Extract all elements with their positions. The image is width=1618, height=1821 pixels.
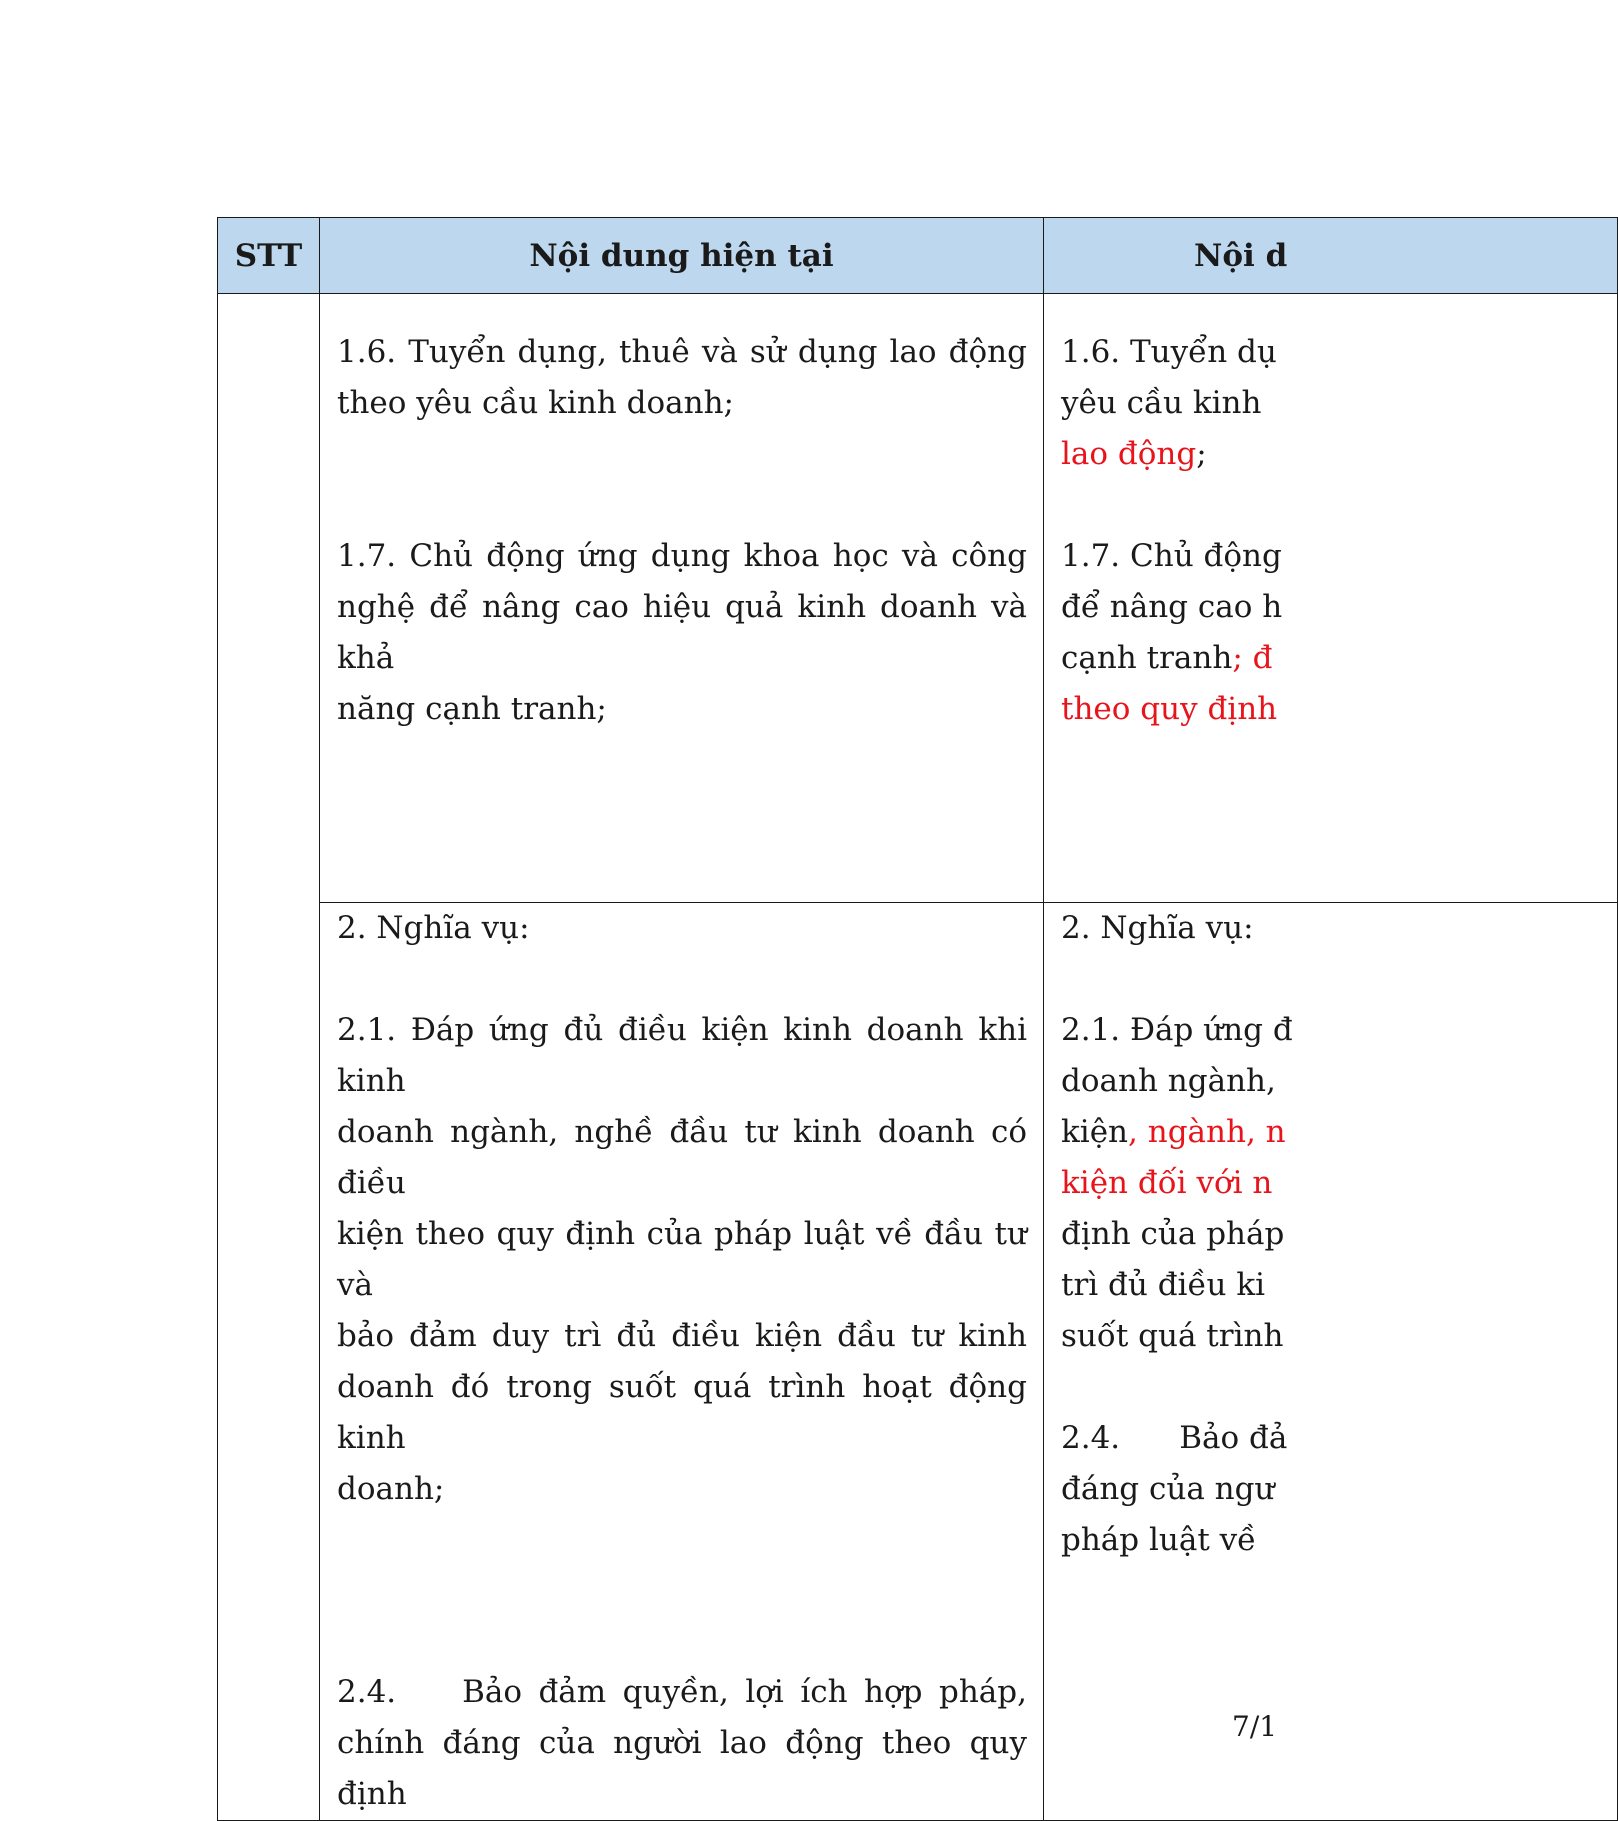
text-line: suốt quá trình xyxy=(1061,1318,1284,1354)
text-line: 2. Nghĩa vụ: xyxy=(1061,910,1254,946)
text-line: 2. Nghĩa vụ: xyxy=(337,910,530,946)
new-cell-row2 xyxy=(1044,903,1618,1821)
text-line: theo yêu cầu kinh doanh; xyxy=(337,385,734,421)
text-fragment: ; xyxy=(1196,436,1207,472)
text-line: doanh đó trong suốt quá trình hoạt động kinh xyxy=(337,1369,1027,1456)
new-heading-obligations xyxy=(1061,903,1617,954)
new-para-2-4 xyxy=(1061,1413,1617,1566)
text-line: 2.4. Bảo đả xyxy=(1061,1420,1288,1456)
current-cell-row1 xyxy=(320,294,1044,903)
text-line: kiện theo quy định của pháp luật về đầu tư và xyxy=(337,1216,1027,1303)
text-line: 1.7. Chủ động xyxy=(1061,538,1282,574)
table-header-row xyxy=(218,218,1618,294)
text-line: bảo đảm duy trì đủ điều kiện đầu tư kinh xyxy=(337,1318,1027,1354)
amended-text: , ngành, n xyxy=(1128,1114,1286,1150)
text-line: định của pháp xyxy=(1061,1216,1285,1252)
text-line: 2.4. Bảo đảm quyền, lợi ích hợp pháp, xyxy=(337,1674,1027,1710)
new-para-1-7 xyxy=(1061,531,1617,735)
text-line: 1.6. Tuyển dụ xyxy=(1061,334,1277,370)
new-cell-row1 xyxy=(1044,294,1618,903)
text-line: pháp luật về xyxy=(1061,1522,1257,1558)
header-new-content-label: Nội d xyxy=(1194,237,1288,274)
text-line xyxy=(1061,1107,1617,1158)
text-fragment: kiện xyxy=(1061,1114,1129,1150)
current-para-1-7 xyxy=(337,531,1027,735)
text-line: đáng của ngư xyxy=(1061,1471,1275,1507)
text-line xyxy=(1061,633,1617,684)
current-para-2-1 xyxy=(337,1005,1027,1515)
text-line: 2.1. Đáp ứng đủ điều kiện kinh doanh khi kinh xyxy=(337,1012,1027,1099)
current-para-2-4 xyxy=(337,1667,1027,1820)
text-line: nghệ để nâng cao hiệu quả kinh doanh và khả xyxy=(337,589,1027,676)
header-new-content xyxy=(1044,218,1618,294)
text-line xyxy=(1061,429,1617,480)
comparison-table xyxy=(217,217,1618,1821)
table-row xyxy=(218,294,1618,903)
new-para-1-6 xyxy=(1061,327,1617,480)
text-line: 1.7. Chủ động ứng dụng khoa học và công xyxy=(337,538,1027,574)
header-stt: STT xyxy=(218,218,320,294)
amended-text: lao động xyxy=(1061,436,1197,472)
text-line: năng cạnh tranh; xyxy=(337,691,607,727)
text-line: 2.1. Đáp ứng đ xyxy=(1061,1012,1293,1048)
current-heading-obligations xyxy=(337,903,1027,954)
text-line: doanh ngành, xyxy=(1061,1063,1276,1099)
text-line: trì đủ điều ki xyxy=(1061,1267,1266,1303)
text-line: yêu cầu kinh xyxy=(1061,385,1262,421)
current-para-1-6 xyxy=(337,327,1027,429)
amended-text: theo quy định xyxy=(1061,691,1278,727)
text-line: chính đáng của người lao động theo quy định xyxy=(337,1725,1027,1812)
new-para-2-1 xyxy=(1061,1005,1617,1362)
table-row xyxy=(218,903,1618,1821)
text-line: để nâng cao h xyxy=(1061,589,1283,625)
amended-text: ; đ xyxy=(1232,640,1273,676)
text-line: 1.6. Tuyển dụng, thuê và sử dụng lao động xyxy=(337,334,1027,370)
stt-cell xyxy=(218,294,320,1821)
header-current-content: Nội dung hiện tại xyxy=(320,218,1044,294)
page-number: 7/1 xyxy=(1232,1710,1278,1743)
text-line: doanh; xyxy=(337,1471,445,1507)
text-line: doanh ngành, nghề đầu tư kinh doanh có điều xyxy=(337,1114,1027,1201)
text-fragment: cạnh tranh xyxy=(1061,640,1233,676)
amended-text: kiện đối với n xyxy=(1061,1165,1273,1201)
current-cell-row2 xyxy=(320,903,1044,1821)
